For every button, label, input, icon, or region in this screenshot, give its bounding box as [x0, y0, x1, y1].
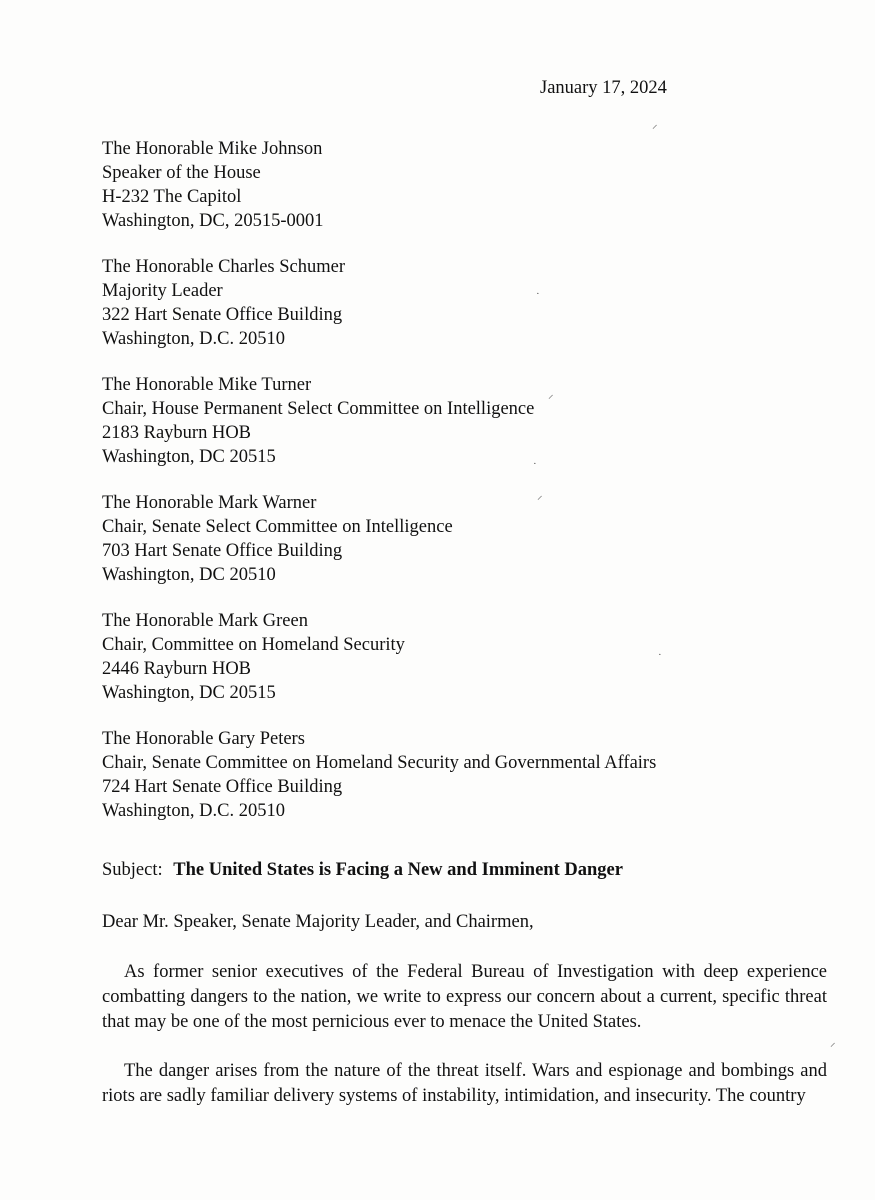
recipient-office: 2446 Rayburn HOB: [102, 659, 252, 679]
recipient-office: 703 Hart Senate Office Building: [102, 541, 343, 561]
recipient-name: The Honorable Mark Warner: [102, 493, 317, 513]
scan-speck: ·: [536, 288, 540, 300]
subject-line: [102, 858, 623, 882]
recipient-name: The Honorable Mike Johnson: [102, 139, 323, 159]
scan-speck: ⸝: [548, 389, 554, 401]
recipient-title: Speaker of the House: [102, 163, 261, 183]
scan-speck: ·: [658, 649, 662, 661]
recipient-address-block: [102, 137, 782, 233]
recipient-list: [102, 137, 782, 845]
salutation: Dear Mr. Speaker, Senate Majority Leader, and Chairmen,: [102, 912, 534, 932]
recipient-title: Chair, House Permanent Select Committee on Intelligence: [102, 399, 535, 419]
scan-speck: ⸝: [537, 490, 543, 502]
recipient-address-block: [102, 373, 782, 469]
recipient-name: The Honorable Mike Turner: [102, 375, 312, 395]
recipient-office: H-232 The Capitol: [102, 187, 242, 207]
subject-label: Subject:: [102, 860, 163, 880]
scan-speck: ⸝: [830, 1037, 836, 1049]
scan-speck: ⸝: [652, 119, 658, 131]
recipient-city: Washington, DC 20515: [102, 447, 276, 467]
recipient-city: Washington, DC, 20515-0001: [102, 211, 324, 231]
recipient-title: Chair, Committee on Homeland Security: [102, 635, 405, 655]
recipient-office: 2183 Rayburn HOB: [102, 423, 252, 443]
recipient-address-block: [102, 609, 782, 705]
scan-speck: ·: [533, 458, 537, 470]
recipient-city: Washington, D.C. 20510: [102, 329, 285, 349]
letter-date: January 17, 2024: [540, 78, 667, 98]
recipient-name: The Honorable Gary Peters: [102, 729, 305, 749]
recipient-address-block: [102, 727, 782, 823]
subject-title: The United States is Facing a New and Imminent Danger: [173, 860, 623, 880]
recipient-city: Washington, DC 20515: [102, 683, 276, 703]
body-paragraph: As former senior executives of the Federal Bureau of Investigation with deep experience combatting dangers to the nation, we write to express our concern about a current, specific threat that may be one of the most pernicious ever to menace the United States.: [102, 962, 827, 1032]
recipient-address-block: [102, 255, 782, 351]
recipient-title: Chair, Senate Committee on Homeland Security and Governmental Affairs: [102, 753, 657, 773]
recipient-city: Washington, D.C. 20510: [102, 801, 285, 821]
recipient-office: 724 Hart Senate Office Building: [102, 777, 343, 797]
recipient-name: The Honorable Mark Green: [102, 611, 308, 631]
body-paragraph: The danger arises from the nature of the threat itself. Wars and espionage and bombings and riots are sadly familiar delivery systems of instability, intimidation, and insecurity. The country: [102, 1061, 827, 1106]
recipient-address-block: [102, 491, 782, 587]
recipient-name: The Honorable Charles Schumer: [102, 257, 345, 277]
recipient-title: Majority Leader: [102, 281, 223, 301]
recipient-title: Chair, Senate Select Committee on Intelligence: [102, 517, 453, 537]
recipient-city: Washington, DC 20510: [102, 565, 276, 585]
recipient-office: 322 Hart Senate Office Building: [102, 305, 343, 325]
